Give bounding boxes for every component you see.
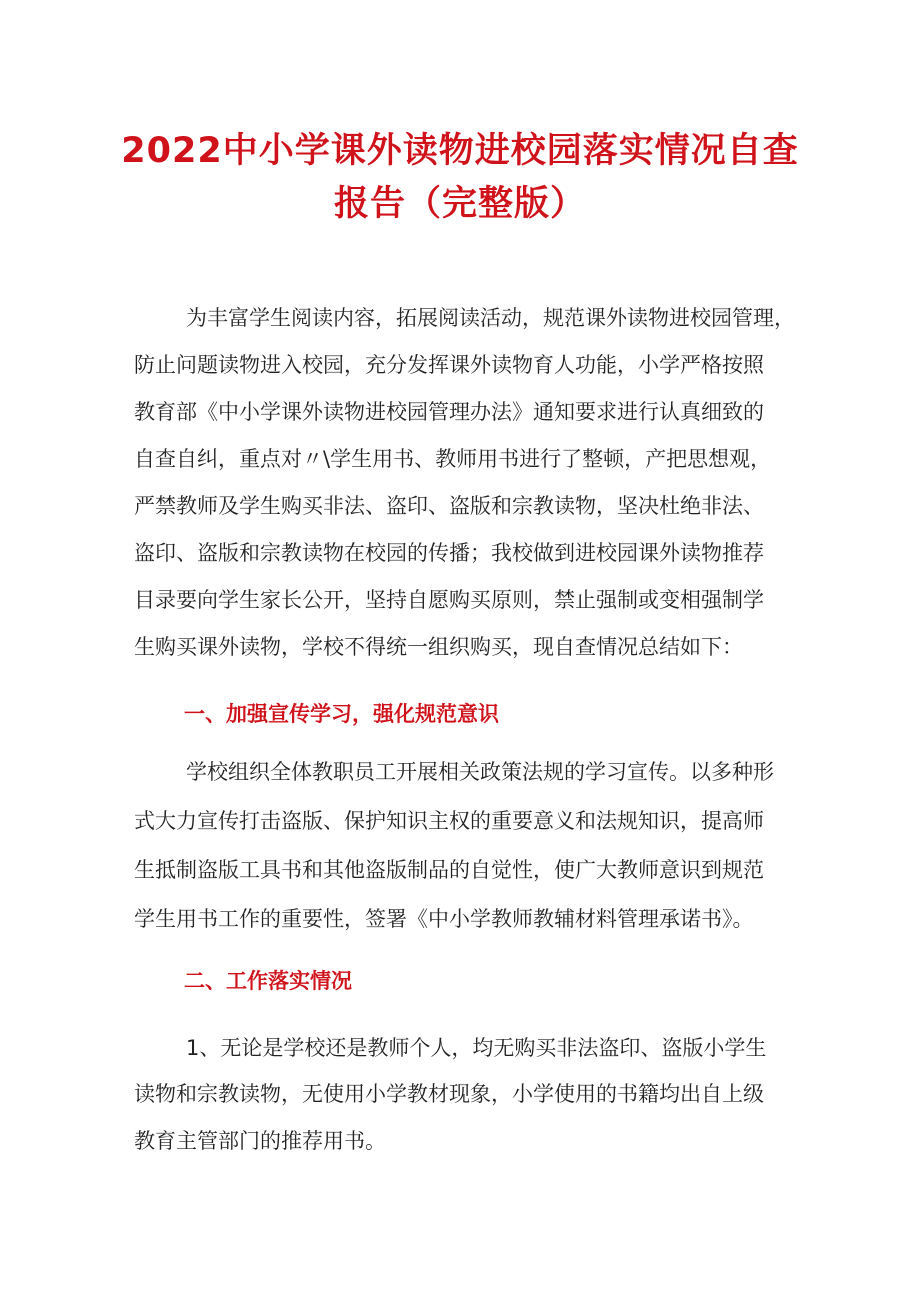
intro-line: 目录要向学生家长公开，坚持自愿购买原则，禁止强制或变相强制学 bbox=[134, 588, 764, 612]
section1-line: 生抵制盗版工具书和其他盗版制品的自觉性，使广大教师意识到规范 bbox=[134, 858, 764, 882]
intro-line: 防止问题读物进入校园，充分发挥课外读物育人功能，小学严格按照 bbox=[134, 353, 764, 377]
intro-line: 盗印、盗版和宗教读物在校园的传播；我校做到进校园课外读物推荐 bbox=[134, 541, 764, 565]
section-heading: 二、工作落实情况 bbox=[184, 969, 352, 993]
intro-line: 教育部《中小学课外读物进校园管理办法》通知要求进行认真细致的 bbox=[134, 400, 764, 424]
section1-line: 学生用书工作的重要性，签署《中小学教师教辅材料管理承诺书》。 bbox=[134, 907, 754, 931]
section1-line: 学校组织全体教职员工开展相关政策法规的学习宣传。以多种形 bbox=[186, 760, 774, 784]
section-heading: 一、加强宣传学习，强化规范意识 bbox=[184, 702, 499, 726]
document-title-line-1: 2022中小学课外读物进校园落实情况自查 bbox=[121, 131, 799, 171]
intro-line: 自查自纠，重点对〃\学生用书、教师用书进行了整顿，产把思想观， bbox=[134, 447, 772, 471]
item1-line: 读物和宗教读物，无使用小学教材现象，小学使用的书籍均出自上级 bbox=[134, 1082, 764, 1106]
section1-line: 式大力宣传打击盗版、保护知识主权的重要意义和法规知识，提高师 bbox=[134, 809, 764, 833]
intro-line: 生购买课外读物，学校不得统一组织购买，现自查情况总结如下： bbox=[134, 635, 743, 659]
intro-line: 为丰富学生阅读内容，拓展阅读活动，规范课外读物进校园管理， bbox=[186, 306, 795, 330]
document-title-line-2: 报告（完整版） bbox=[333, 184, 586, 224]
item1-line: 教育主管部门的推荐用书。 bbox=[134, 1129, 386, 1153]
intro-line: 严禁教师及学生购买非法、盗印、盗版和宗教读物，坚决杜绝非法、 bbox=[134, 494, 764, 518]
item1-line: 1、无论是学校还是教师个人，均无购买非法盗印、盗版小学生 bbox=[186, 1036, 767, 1060]
